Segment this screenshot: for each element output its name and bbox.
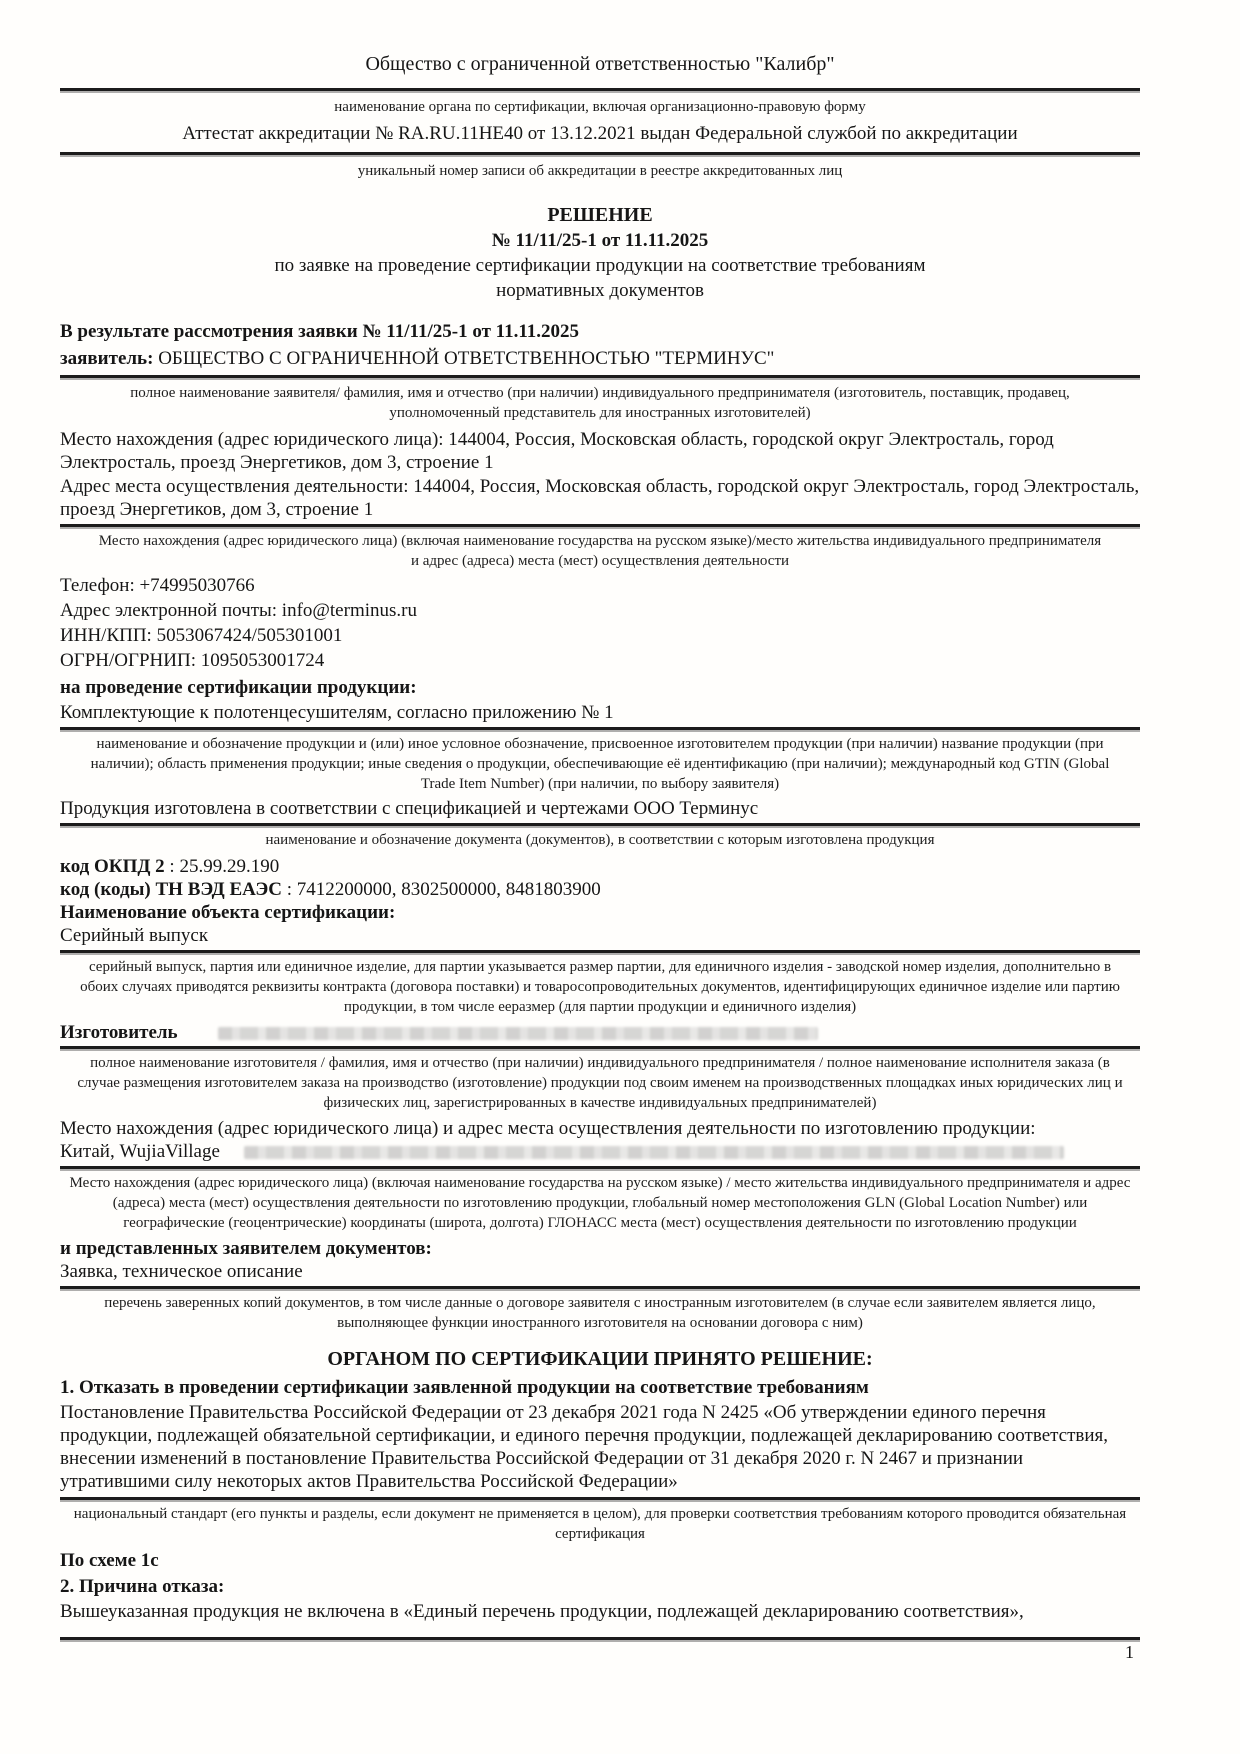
- tnved-value: : 7412200000, 8302500000, 8481803900: [286, 879, 601, 900]
- accreditation-line: Аттестат аккредитации № RA.RU.11HE40 от 13.12.2021 выдан Федеральной службой по аккредитации: [182, 123, 1018, 144]
- application-review-line: В результате рассмотрения заявки № 11/11/25-1 от 11.11.2025: [60, 321, 580, 342]
- applicant-address-caption: Место нахождения (адрес юридического лица) (включая наименование государства на русском языке)/место жительства индивидуального предпринимателя и адрес (адреса) места (мест) осуществления деятельности: [98, 533, 1102, 569]
- applicant-inn-kpp: ИНН/КПП: 5053067424/505301001: [60, 625, 343, 646]
- accreditation-caption: уникальный номер записи об аккредитации в реестре аккредитованных лиц: [357, 163, 843, 179]
- scan-artifact: [218, 1027, 818, 1040]
- product-section-heading: на проведение сертификации продукции:: [60, 677, 417, 698]
- okpd-label: код ОКПД 2: [60, 856, 165, 877]
- applicant-legal-address: Место нахождения (адрес юридического лица): 144004, Россия, Московская область, городской округ Электросталь, город Электросталь, проезд Энергетиков, дом 3, строение 1: [60, 429, 1054, 473]
- okpd-value: : 25.99.29.190: [169, 856, 280, 877]
- manufacturer-address-value: Китай, WujiaVillage: [60, 1140, 1140, 1163]
- doc-subtitle-line1: по заявке на проведение сертификации продукции на соответствие требованиям: [274, 255, 926, 276]
- document-title-block: [60, 203, 1140, 303]
- manufacturer-heading: Изготовитель: [60, 1021, 1140, 1044]
- form-rule: [60, 823, 1140, 826]
- applicant-line: [60, 347, 1140, 370]
- manufacturer-address-caption: Место нахождения (адрес юридического лица) (включая наименование государства на русском языке) / место жительства индивидуального предпринимателя и адрес (адреса) места (мест) осуществления деятельности по изготовлению продукции, глобальный номер местоположения GLN (Global Location Number) или географические (геоцентрические) координаты (широта, долгота) ГЛОНАСС места (мест) осуществления деятельности по изготовлению продукции: [69, 1175, 1131, 1231]
- form-rule: [60, 1286, 1140, 1289]
- product-name: Комплектующие к полотенцесушителям, согласно приложению № 1: [60, 702, 614, 723]
- decision-item1-caption: национальный стандарт (его пункты и разделы, если документ не применяется в целом), для проверки соответствия требованиям которого проводится обязательная сертификация: [73, 1506, 1127, 1542]
- footer-rule: [60, 1637, 1140, 1640]
- form-rule: [60, 1166, 1140, 1169]
- applicant-ogrn: ОГРН/ОГРНИП: 1095053001724: [60, 650, 325, 671]
- okpd-code-line: [60, 855, 1140, 878]
- manufacturer-heading-caption: полное наименование изготовителя / фамилия, имя и отчество (при наличии) индивидуального предпринимателя / полное наименование исполнителя заказа (в случае размещения изготовителем заказа на производство (изготовление) продукции под своим именем на производственных площадках иных юридических лиц и физических лиц, зарегистрированных в качестве индивидуальных предпринимателей): [77, 1055, 1123, 1111]
- doc-subtitle-line2: нормативных документов: [496, 280, 704, 301]
- documents-heading: и представленных заявителем документов:: [60, 1238, 432, 1259]
- doc-type-title: РЕШЕНИЕ: [547, 204, 653, 226]
- form-rule: [60, 88, 1140, 91]
- applicant-label: заявитель:: [60, 348, 154, 369]
- page-number: 1: [1125, 1642, 1134, 1662]
- form-rule: [60, 727, 1140, 730]
- applicant-name: ОБЩЕСТВО С ОГРАНИЧЕННОЙ ОТВЕТСТВЕННОСТЬЮ "ТЕРМИНУС": [158, 348, 775, 369]
- decision-heading: ОРГАНОМ ПО СЕРТИФИКАЦИИ ПРИНЯТО РЕШЕНИЕ:: [327, 1348, 873, 1370]
- form-rule: [60, 524, 1140, 527]
- manufacturer-address-line: Место нахождения (адрес юридического лица) и адрес места осуществления деятельности по изготовлению продукции:: [60, 1118, 1036, 1139]
- applicant-phone: Телефон: +74995030766: [60, 575, 255, 596]
- decision-scheme: По схеме 1с: [60, 1550, 159, 1571]
- certification-body-name: Общество с ограниченной ответственностью "Калибр": [365, 53, 835, 75]
- form-rule: [60, 375, 1140, 378]
- applicant-name-caption: полное наименование заявителя/ фамилия, имя и отчество (при наличии) индивидуального предпринимателя (изготовитель, поставщик, продавец, уполномоченный представитель для иностранных изготовителей): [130, 385, 1070, 421]
- form-rule: [60, 152, 1140, 155]
- certification-object-value: Серийный выпуск: [60, 925, 209, 946]
- documents-caption: перечень заверенных копий документов, в том числе данные о договоре заявителя с иностранным изготовителем (в случае если заявителем является лицо, выполняющее функции иностранного изготовителя на основании договора с ним): [104, 1295, 1096, 1331]
- decision-item1-heading: 1. Отказать в проведении сертификации заявленной продукции на соответствие требованиям: [60, 1377, 869, 1398]
- form-rule: [60, 950, 1140, 953]
- certification-object-heading: Наименование объекта сертификации:: [60, 902, 396, 923]
- product-spec-line: Продукция изготовлена в соответствии с спецификацией и чертежами ООО Терминус: [60, 798, 759, 819]
- tnved-label: код (коды) ТН ВЭД ЕАЭС: [60, 879, 283, 900]
- applicant-email: Адрес электронной почты: info@terminus.ru: [60, 600, 417, 621]
- decision-item2-text: Вышеуказанная продукция не включена в «Единый перечень продукции, подлежащей декларированию соответствия»,: [60, 1601, 1024, 1622]
- certification-object-caption: серийный выпуск, партия или единичное изделие, для партии указывается размер партии, для единичного изделия - заводской номер изделия, дополнительно в обоих случаях приводятся реквизиты контракта (договора поставки) и товаросопроводительных документов, идентифицирующих единичное изделие или партию продукции, в том числе ееразмер (для партии продукции и единичного изделия): [80, 959, 1120, 1015]
- documents-value: Заявка, техническое описание: [60, 1261, 303, 1282]
- product-spec-caption: наименование и обозначение документа (документов), в соответствии с которым изготовлена продукция: [265, 832, 935, 848]
- doc-number: № 11/11/25-1 от 11.11.2025: [491, 230, 709, 251]
- product-name-caption: наименование и обозначение продукции и (или) иное условное обозначение, присвоенное изготовителем продукции (при наличии) название продукции (при наличии); область применения продукции; иные сведения о продукции, обеспечивающие её идентификацию (при наличии); международный код GTIN (Global Trade Item Number) (при наличии, по выбору заявителя): [90, 736, 1110, 792]
- decision-item2-heading: 2. Причина отказа:: [60, 1576, 225, 1597]
- form-rule: [60, 1497, 1140, 1500]
- certification-body-caption: наименование органа по сертификации, включая организационно-правовую форму: [334, 99, 866, 115]
- applicant-activity-address: Адрес места осуществления деятельности: 144004, Россия, Московская область, городской округ Электросталь, город Электросталь, проезд Энергетиков, дом 3, строение 1: [60, 476, 1140, 520]
- decision-item1-text: Постановление Правительства Российской Федерации от 23 декабря 2021 года N 2425 «Об утверждении единого перечня продукции, подлежащей обязательной сертификации, и единого перечня продукции, подлежащей декларированию соответствия, внесении изменений в постановление Правительства Российской Федерации от 31 декабря 2020 г. N 2467 и признании утратившими силу некоторых актов Правительства Российской Федерации»: [60, 1402, 1109, 1492]
- tnved-code-line: [60, 878, 1140, 901]
- form-rule: [60, 1046, 1140, 1049]
- scan-artifact: [244, 1146, 1064, 1159]
